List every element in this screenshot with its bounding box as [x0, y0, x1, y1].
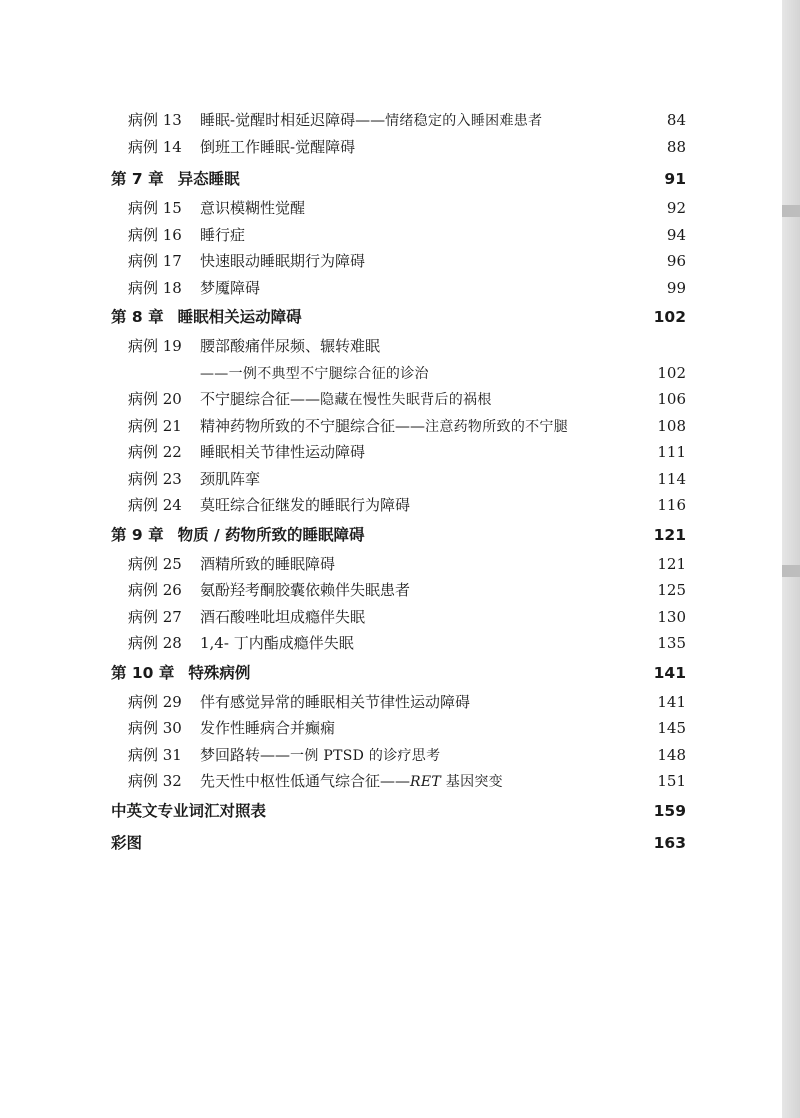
- toc-entry-case27[interactable]: [111, 604, 686, 631]
- page-number: 92: [666, 199, 686, 217]
- page-edge-mark: [782, 205, 800, 217]
- toc-entry-case23[interactable]: [111, 466, 686, 493]
- case-title: 1,4- 丁内酯成瘾伴失眠: [200, 634, 354, 652]
- page-number: 111: [657, 443, 686, 461]
- toc-entry-case32[interactable]: [111, 768, 686, 795]
- case-title: 氨酚羟考酮胶囊依赖伴失眠患者: [200, 581, 411, 599]
- case-label: 病例 14: [128, 137, 182, 156]
- page-number: 91: [664, 170, 686, 188]
- page-number: 135: [657, 634, 686, 652]
- chapter-label: 第 8 章: [111, 308, 164, 326]
- case-title: 颈肌阵挛: [200, 469, 261, 488]
- case-subtitle: 隐藏在慢性失眠背后的祸根: [320, 392, 492, 408]
- case-title: 不宁腿综合征——: [200, 390, 321, 408]
- gene-name: RET: [410, 774, 442, 790]
- page-number: 163: [653, 833, 686, 852]
- page-number: 148: [657, 745, 686, 764]
- page-number: 94: [666, 225, 686, 244]
- case-subtitle: 基因突变: [441, 774, 503, 790]
- page-number: 99: [666, 278, 686, 297]
- case-label: 病例 22: [128, 443, 182, 461]
- case-title: 意识模糊性觉醒: [200, 199, 306, 217]
- case-label: 病例 29: [128, 692, 182, 711]
- case-label: 病例 20: [128, 390, 182, 408]
- case-label: 病例 26: [128, 581, 182, 599]
- case-title: 先天性中枢性低通气综合征——: [200, 772, 411, 790]
- case-label: 病例 24: [128, 496, 182, 514]
- case-subtitle: 注意药物所致的不宁腿: [425, 418, 569, 435]
- case-title: 睡行症: [200, 225, 246, 244]
- case-label: 病例 18: [128, 278, 182, 297]
- toc-entry-case30[interactable]: [111, 715, 686, 742]
- toc-entry-chapter9[interactable]: [111, 519, 686, 551]
- toc-entry-case26[interactable]: [111, 577, 686, 604]
- page-number: 130: [657, 607, 686, 626]
- case-label: 病例 19: [128, 337, 182, 355]
- toc-entry-case18[interactable]: [111, 275, 686, 302]
- page-number: 159: [653, 801, 686, 820]
- toc-entry-case20[interactable]: [111, 386, 686, 413]
- chapter-label: 第 9 章: [111, 525, 164, 544]
- case-title: 莫旺综合征继发的睡眠行为障碍: [200, 496, 411, 514]
- case-label: 病例 27: [128, 607, 182, 626]
- case-title: 酒精所致的睡眠障碍: [200, 554, 336, 573]
- toc-entry-case19-continued[interactable]: [111, 360, 686, 387]
- case-subtitle: 情绪稳定的入睡困难患者: [385, 113, 543, 129]
- page-number: 102: [657, 363, 686, 382]
- toc-entry-case13[interactable]: [111, 107, 686, 134]
- case-title: 腰部酸痛伴尿频、辗转难眠: [200, 337, 381, 355]
- chapter-label: 第 7 章: [111, 170, 164, 188]
- case-label: 病例 23: [128, 469, 182, 488]
- toc-entry-chapter10[interactable]: [111, 657, 686, 689]
- case-label: 病例 15: [128, 199, 182, 217]
- case-subtitle: ——一例不典型不宁腿综合征的诊治: [200, 365, 429, 382]
- toc-entry-case21[interactable]: [111, 413, 686, 440]
- toc-entry-case15[interactable]: [111, 195, 686, 222]
- toc-entry-case14[interactable]: [111, 134, 686, 161]
- case-title: 睡眠相关节律性运动障碍: [200, 443, 366, 461]
- case-label: 病例 32: [128, 772, 182, 790]
- case-title: 伴有感觉异常的睡眠相关节律性运动障碍: [200, 692, 471, 711]
- toc-entry-glossary[interactable]: [111, 795, 686, 827]
- toc-entry-chapter8[interactable]: [111, 301, 686, 333]
- page-number: 96: [666, 252, 686, 270]
- toc-entry-case22[interactable]: [111, 439, 686, 466]
- case-label: 病例 28: [128, 634, 182, 652]
- case-label: 病例 21: [128, 416, 182, 435]
- chapter-title: 特殊病例: [188, 663, 251, 682]
- page-number: 88: [666, 137, 686, 156]
- toc-entry-case16[interactable]: [111, 222, 686, 249]
- page-number: 121: [657, 554, 686, 573]
- page-number: 108: [657, 416, 686, 435]
- case-label: 病例 13: [128, 111, 182, 129]
- toc-entry-chapter7[interactable]: [111, 163, 686, 195]
- case-title: 发作性睡病合并癫痫: [200, 719, 336, 737]
- glossary-title: 中英文专业词汇对照表: [111, 801, 267, 820]
- page-number: 114: [657, 469, 686, 488]
- case-title: 精神药物所致的不宁腿综合征——: [200, 416, 426, 435]
- page-number: 141: [653, 663, 686, 682]
- case-title: 睡眠-觉醒时相延迟障碍——: [200, 111, 386, 129]
- case-title: 酒石酸唑吡坦成瘾伴失眠: [200, 607, 366, 626]
- case-subtitle: 一例 PTSD 的诊疗思考: [290, 747, 441, 764]
- toc-entry-color-plates[interactable]: [111, 827, 686, 859]
- toc-entry-case28[interactable]: [111, 630, 686, 657]
- toc-entry-case19[interactable]: [111, 333, 686, 360]
- toc-entry-case31[interactable]: [111, 742, 686, 769]
- page-number: 106: [657, 390, 686, 408]
- page-number: 84: [666, 111, 686, 129]
- page-number: 145: [657, 719, 686, 737]
- chapter-title: 物质 / 药物所致的睡眠障碍: [177, 525, 365, 544]
- chapter-title: 睡眠相关运动障碍: [177, 308, 302, 326]
- page-number: 125: [657, 581, 686, 599]
- toc-entry-case25[interactable]: [111, 551, 686, 578]
- chapter-label: 第 10 章: [111, 663, 175, 682]
- toc-entry-case29[interactable]: [111, 689, 686, 716]
- case-title: 倒班工作睡眠-觉醒障碍: [200, 137, 356, 156]
- case-title: 梦回路转——: [200, 745, 291, 764]
- case-label: 病例 17: [128, 252, 182, 270]
- page-number: 121: [653, 525, 686, 544]
- case-title: 梦魇障碍: [200, 278, 261, 297]
- case-label: 病例 30: [128, 719, 182, 737]
- case-label: 病例 31: [128, 745, 182, 764]
- page-number: 151: [657, 772, 686, 790]
- table-of-contents: [111, 107, 686, 859]
- page-number: 116: [657, 496, 686, 514]
- page-number: 102: [653, 308, 686, 326]
- page-number: 141: [657, 692, 686, 711]
- color-plates-title: 彩图: [111, 833, 143, 852]
- page-edge-mark: [782, 565, 800, 577]
- chapter-title: 异态睡眠: [177, 170, 240, 188]
- case-label: 病例 16: [128, 225, 182, 244]
- case-title: 快速眼动睡眠期行为障碍: [200, 252, 366, 270]
- page-edge-strip: [782, 0, 800, 1118]
- toc-entry-case17[interactable]: [111, 248, 686, 275]
- case-label: 病例 25: [128, 554, 182, 573]
- toc-entry-case24[interactable]: [111, 492, 686, 519]
